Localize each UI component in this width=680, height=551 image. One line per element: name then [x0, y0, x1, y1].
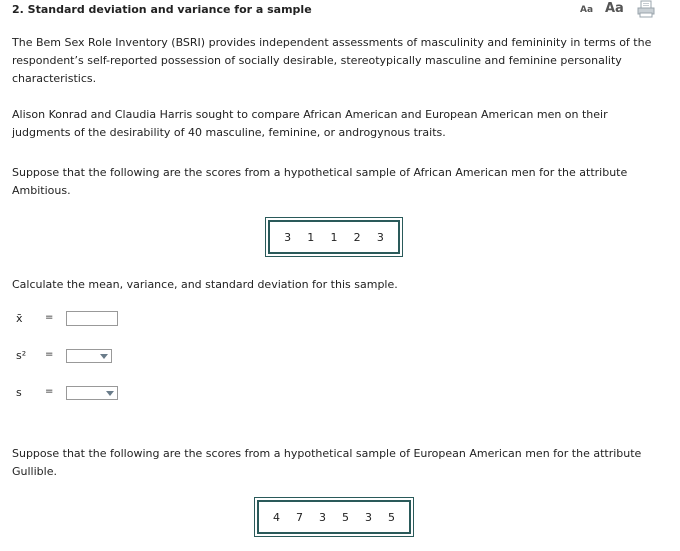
- sample2-description: Suppose that the following are the scores from a hypothetical sample of European American men for the attribute Gullible.: [12, 447, 642, 478]
- question-header: [12, 3, 658, 17]
- print-icon[interactable]: [637, 0, 655, 18]
- score-value: 3: [376, 230, 384, 244]
- score-value: 5: [388, 510, 395, 524]
- variance-dropdown[interactable]: [66, 349, 112, 363]
- intro-paragraph: The Bem Sex Role Inventory (BSRI) provides independent assessments of masculinity and femininity in terms of the respondent’s self-reported possession of socially desirable, stereotypically masculine and feminine personality characteristics.: [12, 36, 652, 85]
- score-value: 1: [307, 230, 315, 244]
- mean-label: x̄: [16, 312, 23, 325]
- equals-sign: =: [45, 386, 54, 397]
- score-value: 2: [353, 230, 361, 244]
- variance-label: s²: [16, 349, 27, 362]
- std-dev-label: s: [16, 386, 22, 399]
- score-value: 3: [365, 510, 372, 524]
- sample1-description: Suppose that the following are the scores from a hypothetical sample of African American men for the attribute Ambitious.: [12, 166, 628, 197]
- score-value: 4: [273, 510, 280, 524]
- calculate-instruction: Calculate the mean, variance, and standard deviation for this sample.: [12, 278, 398, 291]
- chevron-down-icon: [106, 391, 114, 396]
- chevron-down-icon: [100, 354, 108, 359]
- study-paragraph: Alison Konrad and Claudia Harris sought to compare African American and European American men on their judgments of the desirability of 40 masculine, feminine, or androgynous traits.: [12, 108, 608, 139]
- mean-input[interactable]: [66, 311, 118, 326]
- equals-sign: =: [45, 312, 54, 323]
- equals-sign: =: [45, 349, 54, 360]
- score-value: 5: [342, 510, 349, 524]
- score-value: 3: [284, 230, 292, 244]
- score-value: 1: [330, 230, 338, 244]
- std-dev-dropdown[interactable]: [66, 386, 118, 400]
- score-value: 7: [296, 510, 303, 524]
- score-value: 3: [319, 510, 326, 524]
- sample2-scores-box: [254, 497, 414, 537]
- sample1-scores-box: [265, 217, 403, 257]
- decrease-text-size-button[interactable]: Aa: [580, 5, 594, 15]
- question-title: 2. Standard deviation and variance for a sample: [12, 3, 312, 16]
- increase-text-size-button[interactable]: Aa: [605, 1, 624, 16]
